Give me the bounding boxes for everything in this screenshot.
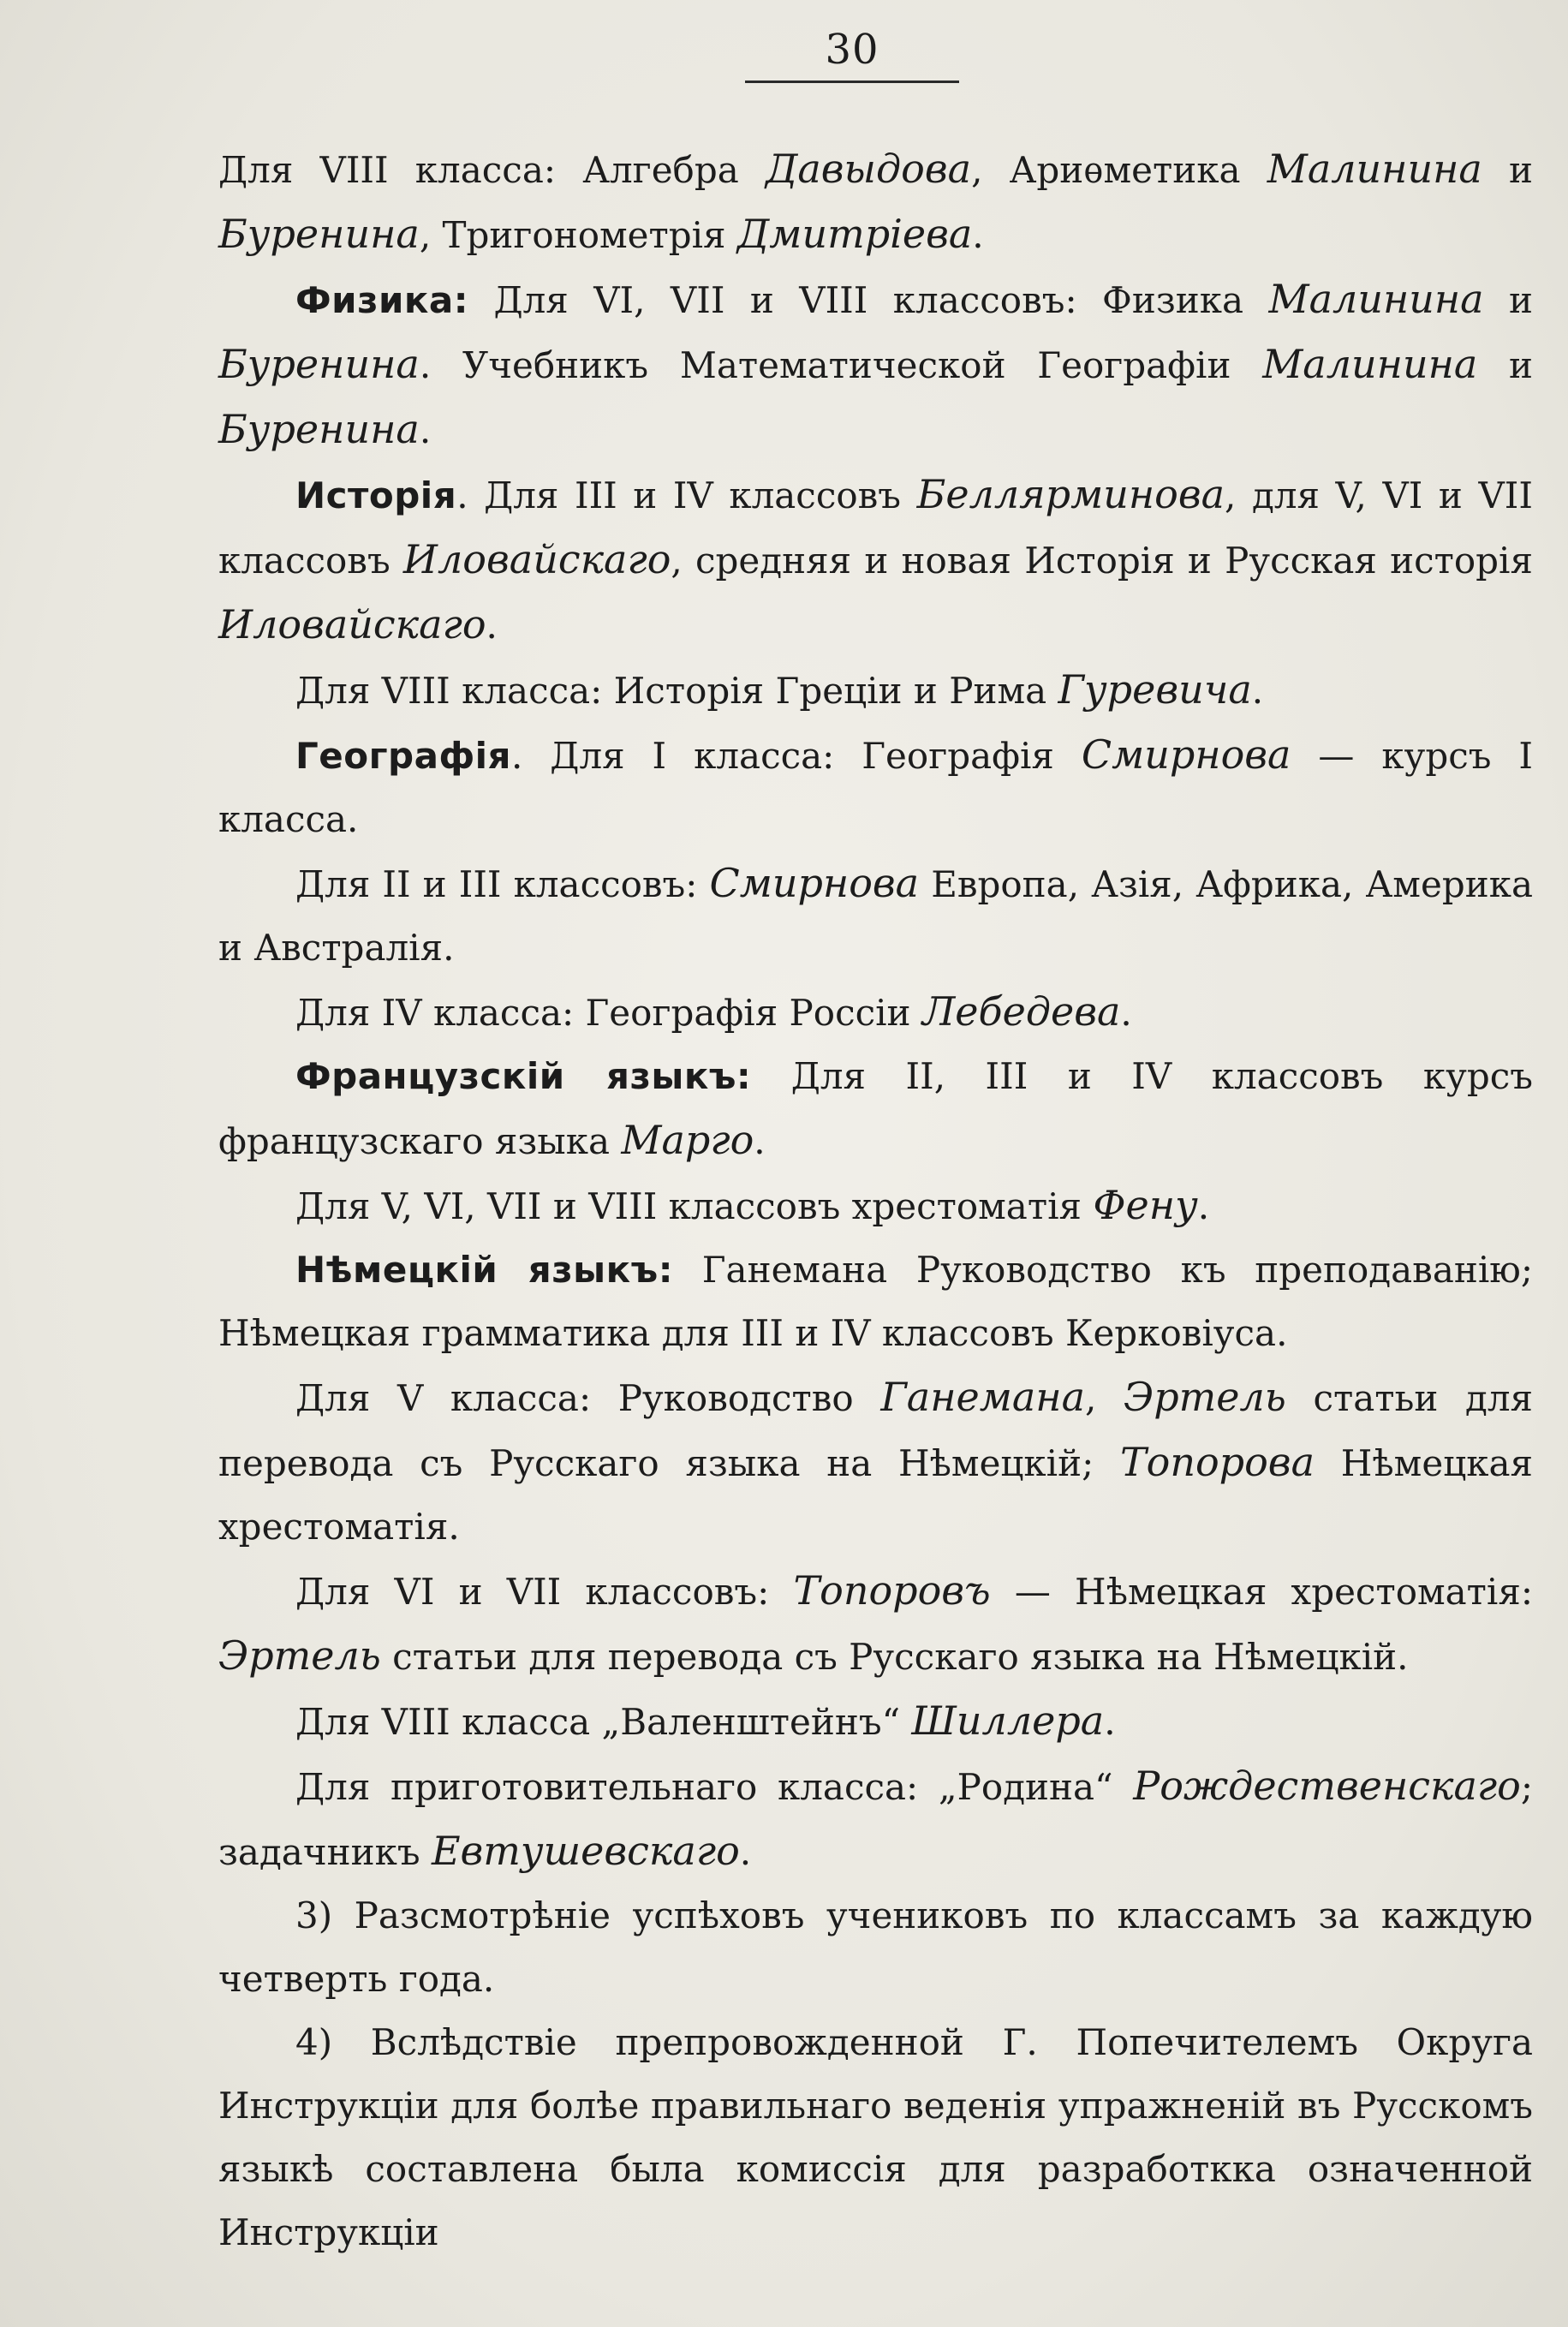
author-name: Буренина: [218, 211, 420, 257]
paragraph: [218, 462, 1533, 658]
text-run: .: [1197, 1185, 1210, 1227]
subject-heading: Географія: [295, 735, 511, 777]
paragraph: [218, 1559, 1533, 1689]
author-name: Малинина: [1267, 146, 1482, 192]
text-run: Для V, VI, VII и VIII классовъ хрестоматія: [295, 1185, 1094, 1227]
text-run: , Ариѳметика: [971, 149, 1267, 191]
author-name: Дмитріева: [736, 211, 973, 257]
paragraph: [218, 267, 1533, 462]
paragraph: [218, 1689, 1533, 1754]
paragraph: [218, 658, 1533, 723]
author-name: Эртель: [1124, 1374, 1286, 1420]
header-rule: [745, 81, 959, 83]
text-run: . Для I класса: Географія: [511, 735, 1082, 777]
text-run: . Для III и IV классовъ: [456, 474, 917, 516]
author-name: Евтушевскаго: [431, 1828, 740, 1874]
text-run: ; задачникъ: [218, 1766, 1533, 1873]
author-name: Гуревича: [1058, 666, 1252, 713]
author-name: Лебедева: [921, 988, 1121, 1035]
author-name: Иловайскаго: [402, 536, 671, 582]
text-run: и: [1482, 149, 1533, 191]
text-run: Для II и III классовъ:: [295, 863, 710, 905]
text-run: .: [1104, 1701, 1116, 1743]
text-run: Для VIII класса: Алгебра: [218, 149, 766, 191]
body-text: [218, 137, 1533, 2264]
text-run: Европа, Азія, Африка, Америка и Австралія.: [218, 863, 1533, 969]
text-run: и: [1483, 279, 1534, 321]
author-name: Малинина: [1268, 276, 1484, 322]
text-run: , средняя и новая Исторія и Русская исторія: [671, 540, 1533, 582]
text-run: Нѣмецкая хрестоматія.: [218, 1442, 1533, 1548]
subject-heading: Нѣмецкій языкъ:: [295, 1249, 674, 1291]
paragraph: [218, 1754, 1533, 1884]
author-name: Буренина: [218, 406, 420, 452]
text-run: . Учебникъ Математической Географіи: [419, 344, 1263, 386]
text-run: Ганемана Руководство къ преподаванію; Нѣмецкая грамматика для III и IV классовъ Керковіуса.: [218, 1249, 1534, 1354]
text-run: Для VIII класса: Исторія Греціи и Рима: [295, 670, 1058, 712]
subject-heading: Французскій языкъ:: [295, 1055, 752, 1097]
text-run: статьи для перевода съ Русскаго языка на Нѣмецкій.: [380, 1636, 1409, 1678]
text-run: Для VI, VII и VIII классовъ: Физика: [468, 279, 1269, 321]
author-name: Фену: [1093, 1182, 1198, 1228]
author-name: Беллярминова: [916, 471, 1225, 517]
text-run: .: [739, 1831, 752, 1873]
text-run: Для IV класса: Географія Россіи: [295, 992, 922, 1034]
page-header: [745, 24, 959, 83]
text-run: 4) Вслѣдствіе препровожденной Г. Попечителемъ Округа Инструкціи для болѣе правильнаго веденія упражненій въ Русскомъ языкѣ составлена была комиссія для разработкка означенной Инструкціи: [218, 2021, 1533, 2253]
text-run: .: [419, 409, 432, 451]
author-name: Эртель: [218, 1632, 381, 1679]
author-name: Иловайскаго: [218, 601, 486, 647]
text-run: Для II, III и IV классовъ курсъ французскаго языка: [218, 1055, 1533, 1162]
text-run: ,: [1085, 1377, 1124, 1419]
paragraph: [218, 723, 1533, 851]
author-name: Смирнова: [1081, 731, 1291, 778]
author-name: Буренина: [218, 341, 420, 387]
paragraph: [218, 1173, 1533, 1238]
author-name: Малинина: [1262, 341, 1478, 387]
author-name: Смирнова: [709, 860, 920, 906]
text-run: Для VI и VII классовъ:: [295, 1571, 794, 1613]
text-run: .: [754, 1120, 766, 1162]
text-run: и: [1477, 344, 1534, 386]
paragraph: [218, 851, 1533, 980]
subject-heading: Исторія: [295, 474, 457, 516]
text-run: , Тригонометрія: [419, 214, 737, 256]
subject-heading: Физика:: [295, 279, 469, 321]
paragraph: [218, 1884, 1533, 2011]
text-run: Для приготовительнаго класса: „Родина“: [295, 1766, 1134, 1808]
paragraph: [218, 1045, 1533, 1173]
text-run: .: [1251, 670, 1264, 712]
text-run: — Нѣмецкая хрестоматія:: [990, 1571, 1533, 1613]
text-run: , для V, VI и VII классовъ: [218, 474, 1533, 582]
author-name: Топорова: [1119, 1439, 1315, 1485]
paragraph: [218, 137, 1533, 267]
author-name: Ганемана: [880, 1374, 1086, 1420]
paragraph: [218, 1365, 1533, 1559]
text-run: .: [972, 214, 984, 256]
text-run: .: [1120, 992, 1132, 1034]
text-run: .: [486, 605, 498, 647]
paragraph: [218, 980, 1533, 1045]
text-run: — курсъ I класса.: [218, 735, 1533, 840]
paragraph: [218, 2011, 1533, 2264]
author-name: Марго: [621, 1117, 754, 1163]
author-name: Рождественскаго: [1133, 1763, 1521, 1809]
text-run: Для V класса: Руководство: [295, 1377, 881, 1419]
page-number: 30: [825, 26, 879, 74]
text-run: 3) Разсмотрѣніе успѣховъ учениковъ по классамъ за каждую четверть года.: [218, 1894, 1533, 2000]
author-name: Топоровъ: [793, 1567, 991, 1614]
text-run: Для VIII класса „Валенштейнъ“: [295, 1701, 912, 1743]
text-run: статьи для перевода съ Русскаго языка на Нѣмецкій;: [218, 1377, 1533, 1484]
paragraph: [218, 1238, 1533, 1365]
author-name: Давыдова: [765, 146, 972, 192]
author-name: Шиллера: [911, 1698, 1105, 1744]
